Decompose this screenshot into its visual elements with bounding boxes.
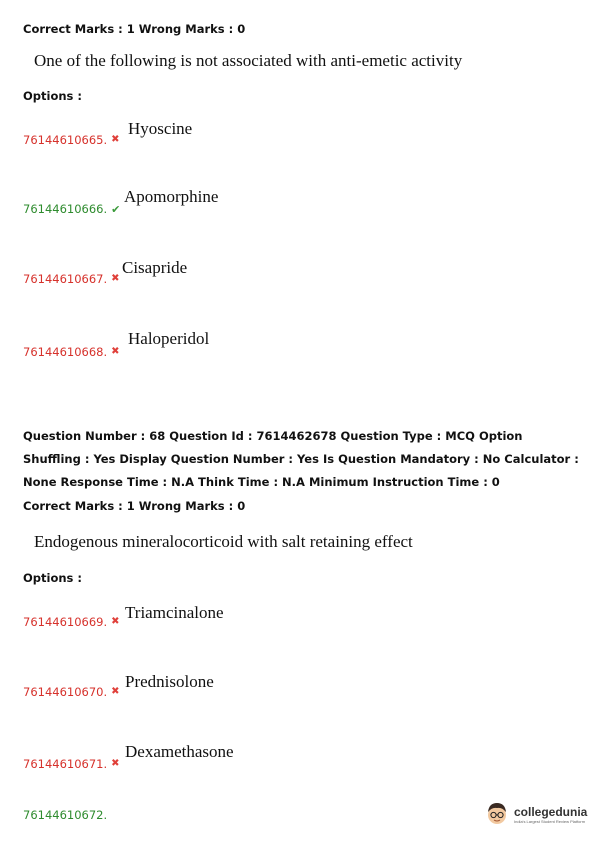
q68-options-label: Options : [23,571,82,585]
option-id: 76144610667. [23,272,108,286]
cross-icon: ✖ [111,134,120,145]
cross-icon: ✖ [111,616,120,627]
option-id: 76144610665. [23,133,108,147]
q68-marks: Correct Marks : 1 Wrong Marks : 0 [23,499,246,513]
q67-marks: Correct Marks : 1 Wrong Marks : 0 [23,22,246,36]
q68-option-2 [23,685,120,699]
q68-option-1-text: Triamcinalone [125,603,224,622]
collegedunia-logo [485,800,587,828]
cross-icon: ✖ [111,273,120,284]
logo-name: collegedunia [514,804,588,819]
mascot-icon [485,800,509,828]
q67-option-3-text: Cisapride [122,258,188,277]
q67-options-label: Options : [23,89,82,103]
q68-meta: Question Number : 68 Question Id : 7614462678 Question Type : MCQ Option Shuffling : Yes Display Question Number : Yes Is Question Mandatory : No Calculator : None Response Time : N.A Think Time : N.A Minimum Instruction Time : 0 [23,429,579,489]
cross-icon: ✖ [111,686,120,697]
q68-option-3-text: Dexamethasone [125,742,234,761]
q67-option-3 [23,272,120,286]
option-id: 76144610672. [23,808,108,822]
q67-option-2 [23,202,120,216]
cross-icon: ✖ [111,758,120,769]
option-id: 76144610670. [23,685,108,699]
option-id: 76144610668. [23,345,108,359]
q67-option-4-text: Haloperidol [128,329,210,348]
q67-option-2-text: Apomorphine [124,187,219,206]
q67-question-text: One of the following is not associated with anti-emetic activity [34,51,463,70]
cross-icon: ✖ [111,346,120,357]
q67-option-4 [23,345,120,359]
q68-option-2-text: Prednisolone [125,672,214,691]
q68-question-text: Endogenous mineralocorticoid with salt retaining effect [34,532,413,551]
q67-option-1-text: Hyoscine [128,119,193,138]
q68-option-1 [23,615,120,629]
q68-option-3 [23,757,120,771]
option-id: 76144610666. [23,202,108,216]
logo-tagline: India's Largest Student Review Platform [514,818,586,824]
option-id: 76144610669. [23,615,108,629]
check-icon: ✔ [111,202,121,216]
option-id: 76144610671. [23,757,108,771]
q68-option-4 [23,808,107,822]
q67-option-1 [23,133,120,147]
